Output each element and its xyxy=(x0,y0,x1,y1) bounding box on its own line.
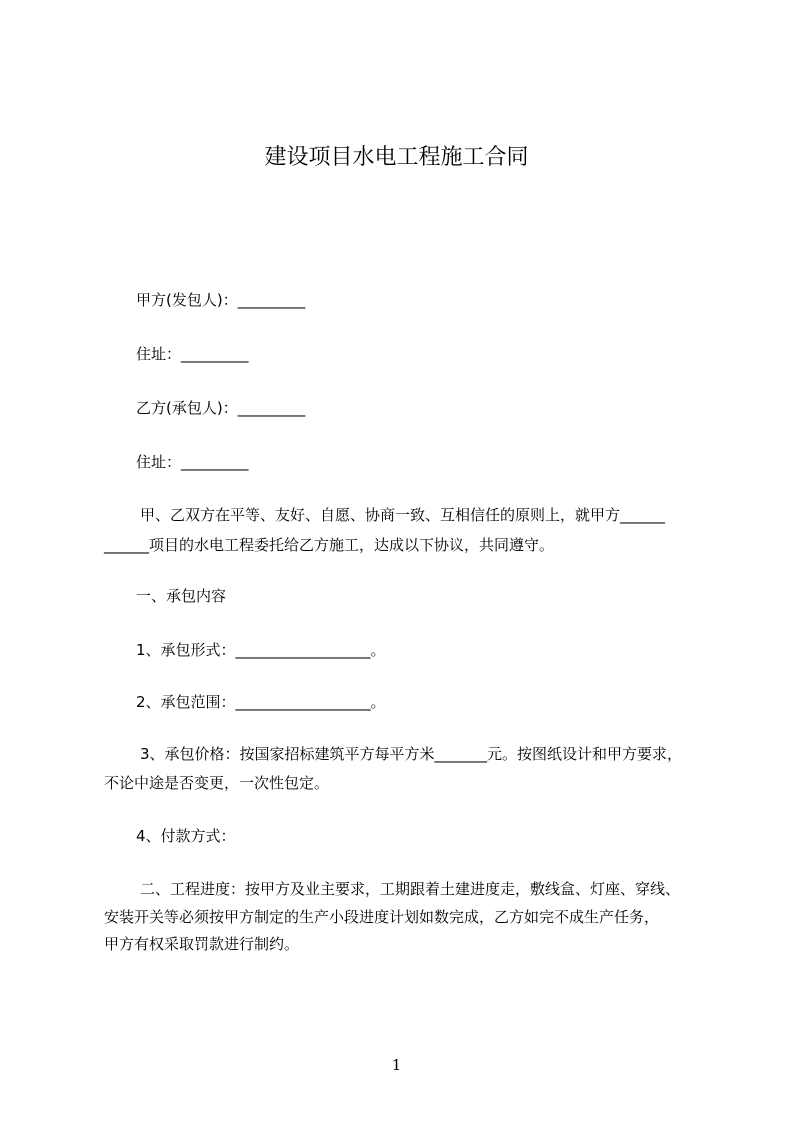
page-number: 1 xyxy=(391,1056,402,1074)
clause-contract-price-line-1: 3、承包价格：按国家招标建筑平方每平方米_______元。按图纸设计和甲方要求， xyxy=(140,745,683,763)
party-a-line: 甲方(发包人)：_________ xyxy=(136,291,306,309)
clause-payment-method: 4、付款方式： xyxy=(136,827,236,845)
party-a-address-line: 住址：_________ xyxy=(136,345,249,363)
section-heading-contract-content: 一、承包内容 xyxy=(136,587,227,605)
intro-paragraph-line-1: 甲、乙双方在平等、友好、自愿、协商一致、互相信任的原则上，就甲方______ xyxy=(140,506,666,524)
party-b-address-line: 住址：_________ xyxy=(136,453,249,471)
intro-paragraph-line-2: ______项目的水电工程委托给乙方施工，达成以下协议，共同遵守。 xyxy=(104,536,555,554)
clause-contract-form: 1、承包形式：__________________。 xyxy=(136,641,386,659)
section-progress-line-3: 甲方有权采取罚款进行制约。 xyxy=(104,935,300,953)
clause-contract-price-line-2: 不论中途是否变更，一次性包定。 xyxy=(104,774,330,792)
clause-contract-scope: 2、承包范围：__________________。 xyxy=(136,693,386,711)
party-b-line: 乙方(承包人)：_________ xyxy=(136,399,306,417)
document-title: 建设项目水电工程施工合同 xyxy=(264,145,529,170)
section-progress-line-2: 安装开关等必须按甲方制定的生产小段进度计划如数完成，乙方如完不成生产任务， xyxy=(104,908,660,926)
section-progress-line-1: 二、工程进度：按甲方及业主要求，工期跟着土建进度走，敷线盒、灯座、穿线、 xyxy=(140,880,681,898)
